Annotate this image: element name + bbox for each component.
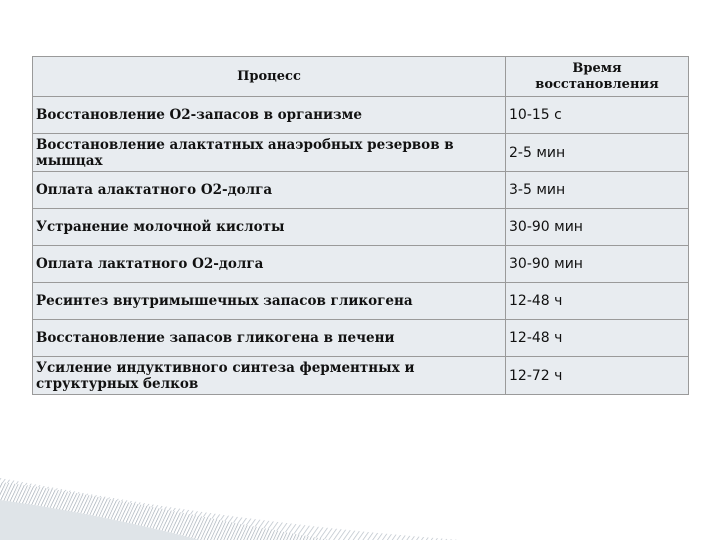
header-recovery-time: Время восстановления xyxy=(506,57,689,97)
decorative-swoosh xyxy=(0,430,720,540)
time-cell: 3-5 мин xyxy=(506,172,689,209)
time-cell: 12-72 ч xyxy=(506,357,689,395)
header-process: Процесс xyxy=(33,57,506,97)
table-row xyxy=(33,320,689,357)
table-row xyxy=(33,97,689,134)
time-cell: 2-5 мин xyxy=(506,134,689,172)
process-cell: Оплата лактатного О2-долга xyxy=(33,246,506,283)
process-cell: Ресинтез внутримышечных запасов гликогена xyxy=(33,283,506,320)
time-cell: 12-48 ч xyxy=(506,283,689,320)
process-cell: Восстановление О2-запасов в организме xyxy=(33,97,506,134)
table-row xyxy=(33,134,689,172)
table-row xyxy=(33,357,689,395)
table-row xyxy=(33,283,689,320)
table-header-row xyxy=(33,57,689,97)
process-cell: Восстановление алактатных анаэробных резервов в мышцах xyxy=(33,134,506,172)
table-row xyxy=(33,246,689,283)
table-row xyxy=(33,209,689,246)
process-cell: Усиление индуктивного синтеза ферментных и структурных белков xyxy=(33,357,506,395)
recovery-time-table xyxy=(32,56,689,395)
time-cell: 30-90 мин xyxy=(506,209,689,246)
time-cell: 30-90 мин xyxy=(506,246,689,283)
time-cell: 12-48 ч xyxy=(506,320,689,357)
process-cell: Восстановление запасов гликогена в печени xyxy=(33,320,506,357)
process-cell: Оплата алактатного О2-долга xyxy=(33,172,506,209)
table-row xyxy=(33,172,689,209)
time-cell: 10-15 с xyxy=(506,97,689,134)
process-cell: Устранение молочной кислоты xyxy=(33,209,506,246)
